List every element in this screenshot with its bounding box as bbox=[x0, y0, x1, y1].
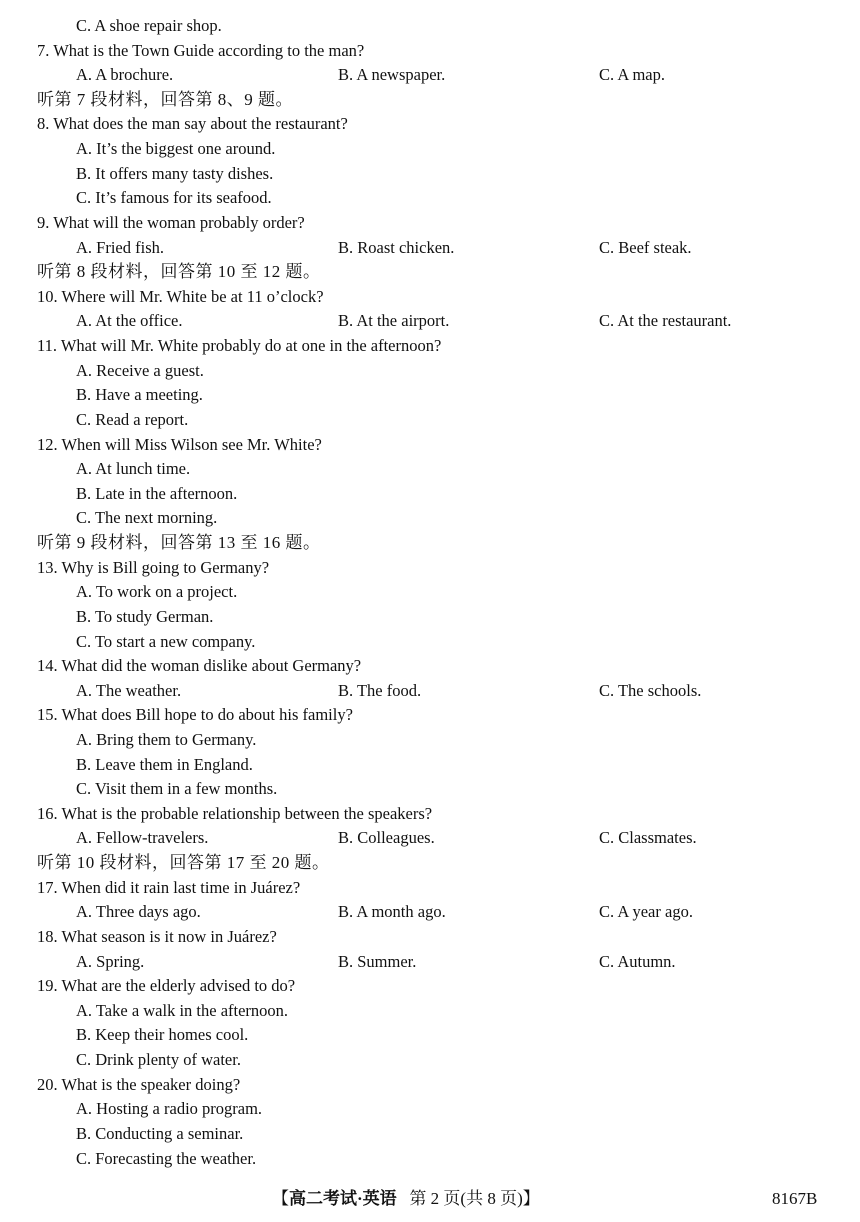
question-text: 9. What will the woman probably order? bbox=[37, 212, 305, 232]
option-c: C. A year ago. bbox=[599, 902, 693, 922]
option-a: B. Have a meeting. bbox=[76, 385, 203, 405]
option-a: C. The next morning. bbox=[76, 508, 218, 528]
option-a: C. A shoe repair shop. bbox=[76, 16, 222, 35]
option-a: C. Forecasting the weather. bbox=[76, 1148, 257, 1168]
footer-page-number: 第 2 页(共 8 页) bbox=[409, 1189, 523, 1208]
option-a: B. To study German. bbox=[76, 606, 214, 626]
option-a: A. At the office. bbox=[76, 311, 183, 331]
question-text: 13. Why is Bill going to Germany? bbox=[37, 557, 270, 577]
footer-exam-name: 高二考试·英语 bbox=[289, 1189, 397, 1208]
footer-bracket-close: 】 bbox=[522, 1189, 540, 1208]
question-text: 10. Where will Mr. White be at 11 o’clock? bbox=[37, 286, 324, 306]
option-a: B. Late in the afternoon. bbox=[76, 483, 238, 503]
option-a: A. Three days ago. bbox=[76, 902, 201, 922]
option-b: B. Summer. bbox=[338, 951, 417, 971]
question-text: 17. When did it rain last time in Juárez? bbox=[37, 877, 301, 897]
question-text: 14. What did the woman dislike about Germany? bbox=[37, 656, 362, 676]
question-text: 15. What does Bill hope to do about his family? bbox=[37, 705, 353, 725]
question-text: 8. What does the man say about the restaurant? bbox=[37, 114, 348, 134]
option-a: C. Visit them in a few months. bbox=[76, 779, 278, 799]
option-a: B. Leave them in England. bbox=[76, 754, 253, 774]
option-a: B. Keep their homes cool. bbox=[76, 1025, 249, 1045]
section-instruction: 听第 7 段材料，回答第 8、9 题。 bbox=[37, 89, 293, 109]
option-b: B. A month ago. bbox=[338, 902, 446, 922]
option-a: A. A brochure. bbox=[76, 65, 174, 85]
option-c: C. Classmates. bbox=[599, 828, 697, 848]
option-a: A. Fellow-travelers. bbox=[76, 828, 209, 848]
option-a: A. Receive a guest. bbox=[76, 360, 204, 380]
question-text: 18. What season is it now in Juárez? bbox=[37, 926, 277, 946]
option-c: C. A map. bbox=[599, 65, 666, 85]
option-a: A. Take a walk in the afternoon. bbox=[76, 1000, 289, 1020]
section-instruction: 听第 10 段材料，回答第 17 至 20 题。 bbox=[37, 853, 330, 873]
question-text: 19. What are the elderly advised to do? bbox=[37, 976, 296, 996]
question-text: 7. What is the Town Guide according to the man? bbox=[37, 40, 365, 60]
option-c: C. At the restaurant. bbox=[599, 311, 732, 331]
option-b: B. Colleagues. bbox=[338, 828, 435, 848]
section-instruction: 听第 8 段材料，回答第 10 至 12 题。 bbox=[37, 262, 321, 282]
footer-code: 8167B bbox=[772, 1189, 818, 1208]
option-a: A. To work on a project. bbox=[76, 582, 238, 602]
footer-title bbox=[272, 1186, 540, 1212]
question-text: 20. What is the speaker doing? bbox=[37, 1074, 241, 1094]
option-a: B. Conducting a seminar. bbox=[76, 1123, 244, 1143]
option-a: A. Hosting a radio program. bbox=[76, 1099, 263, 1119]
option-b: B. A newspaper. bbox=[338, 65, 446, 85]
option-c: C. The schools. bbox=[599, 680, 702, 700]
option-a: A. Bring them to Germany. bbox=[76, 729, 257, 749]
option-b: B. At the airport. bbox=[338, 311, 450, 331]
option-a: A. It’s the biggest one around. bbox=[76, 139, 276, 159]
footer-bracket-open: 【 bbox=[272, 1189, 289, 1208]
question-text: 11. What will Mr. White probably do at one in the afternoon? bbox=[37, 336, 442, 356]
option-a: C. To start a new company. bbox=[76, 631, 256, 651]
option-a: A. Spring. bbox=[76, 951, 145, 971]
option-b: B. The food. bbox=[338, 680, 422, 700]
option-a: B. It offers many tasty dishes. bbox=[76, 163, 274, 183]
question-text: 12. When will Miss Wilson see Mr. White? bbox=[37, 434, 322, 454]
option-a: C. Read a report. bbox=[76, 409, 189, 429]
option-a: A. The weather. bbox=[76, 680, 182, 700]
option-a: C. Drink plenty of water. bbox=[76, 1050, 241, 1070]
option-a: A. At lunch time. bbox=[76, 459, 191, 479]
section-instruction: 听第 9 段材料，回答第 13 至 16 题。 bbox=[37, 533, 321, 553]
option-a: C. It’s famous for its seafood. bbox=[76, 188, 272, 208]
option-a: A. Fried fish. bbox=[76, 237, 164, 257]
question-text: 16. What is the probable relationship between the speakers? bbox=[37, 803, 433, 823]
option-b: B. Roast chicken. bbox=[338, 237, 455, 257]
option-c: C. Beef steak. bbox=[599, 237, 692, 257]
option-c: C. Autumn. bbox=[599, 951, 676, 971]
